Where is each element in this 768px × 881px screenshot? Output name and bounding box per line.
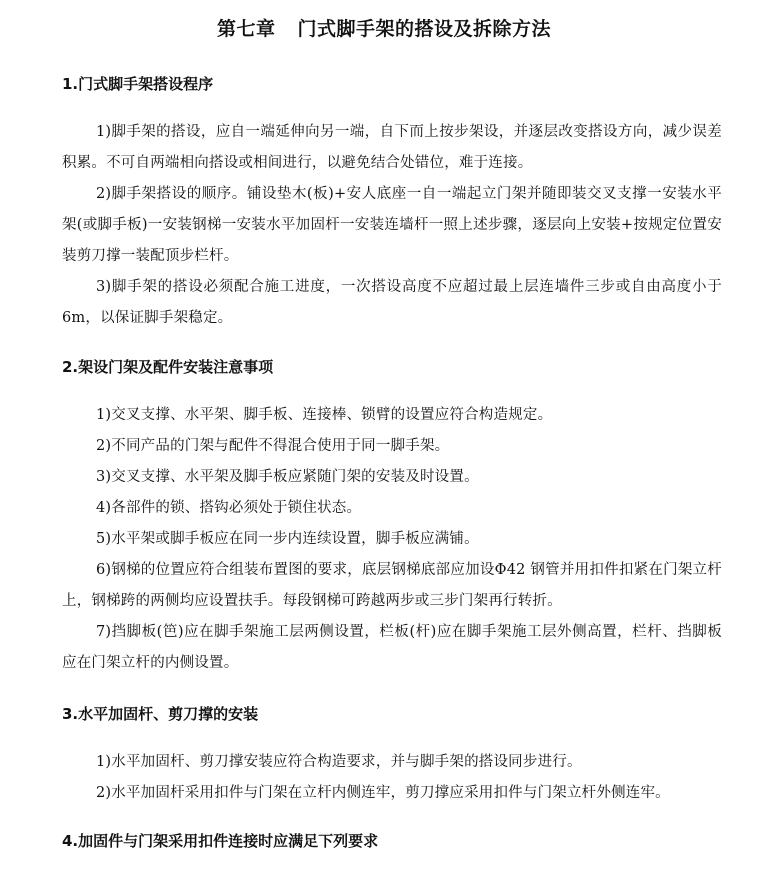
paragraph: 3)脚手架的搭设必须配合施工进度，一次搭设高度不应超过最上层连墙件三步或自由高度小于 6m，以保证脚手架稳定。 [62, 279, 722, 326]
chapter-name: 门式脚手架的搭设及拆除方法 [297, 18, 552, 40]
paragraph: 7)挡脚板(笆)应在脚手架施工层两侧设置，栏板(杆)应在脚手架施工层外侧高置，栏杆、挡脚板应在门架立杆的内侧设置。 [62, 624, 722, 671]
section-4 [62, 831, 722, 851]
paragraph: 3)交叉支撑、水平架及脚手板应紧随门架的安装及时设置。 [96, 469, 479, 485]
section-2 [62, 357, 722, 679]
section-heading: 3.水平加固杆、剪刀撑的安装 [62, 705, 259, 723]
chapter-number: 第七章 [216, 18, 276, 40]
section-3 [62, 704, 722, 809]
paragraph: 4)各部件的锁、搭钩必须处于锁住状态。 [96, 500, 362, 516]
section-heading: 4.加固件与门架采用扣件连接时应满足下列要求 [62, 832, 379, 850]
paragraph: 2)不同产品的门架与配件不得混合使用于同一脚手架。 [96, 438, 450, 454]
paragraph: 2)脚手架搭设的顺序。铺设垫木(板)+安人底座一自一端起立门架并随即装交叉支撑一安装水平架(或脚手板)一安装钢梯一安装水平加固杆一安装连墙杆一照上述步骤，逐层向上安装+按规定位置安装剪刀撑一装配顶步栏杆。 [62, 186, 722, 264]
paragraph: 1)脚手架的搭设，应自一端延伸向另一端，自下而上按步架设，并逐层改变搭设方向，减少误差积累。不可自两端相向搭设或相间进行，以避免结合处错位，难于连接。 [62, 124, 722, 171]
paragraph: 1)水平加固杆、剪刀撑安装应符合构造要求，并与脚手架的搭设同步进行。 [96, 754, 582, 770]
chapter-title [0, 14, 768, 41]
section-1 [62, 74, 722, 334]
section-heading: 2.架设门架及配件安装注意事项 [62, 358, 274, 376]
section-heading: 1.门式脚手架搭设程序 [62, 75, 214, 93]
paragraph: 5)水平架或脚手板应在同一步内连续设置，脚手板应满铺。 [96, 531, 479, 547]
paragraph: 1)交叉支撑、水平架、脚手板、连接棒、锁臂的设置应符合构造规定。 [96, 407, 553, 423]
paragraph: 2)水平加固杆采用扣件与门架在立杆内侧连牢，剪刀撑应采用扣件与门架立杆外侧连牢。 [96, 785, 670, 801]
paragraph: 6)钢梯的位置应符合组装布置图的要求，底层钢梯底部应加设Φ42 钢管并用扣件扣紧在门架立杆上，钢梯跨的两侧均应设置扶手。每段钢梯可跨越两步或三步门架再行转折。 [62, 562, 722, 609]
